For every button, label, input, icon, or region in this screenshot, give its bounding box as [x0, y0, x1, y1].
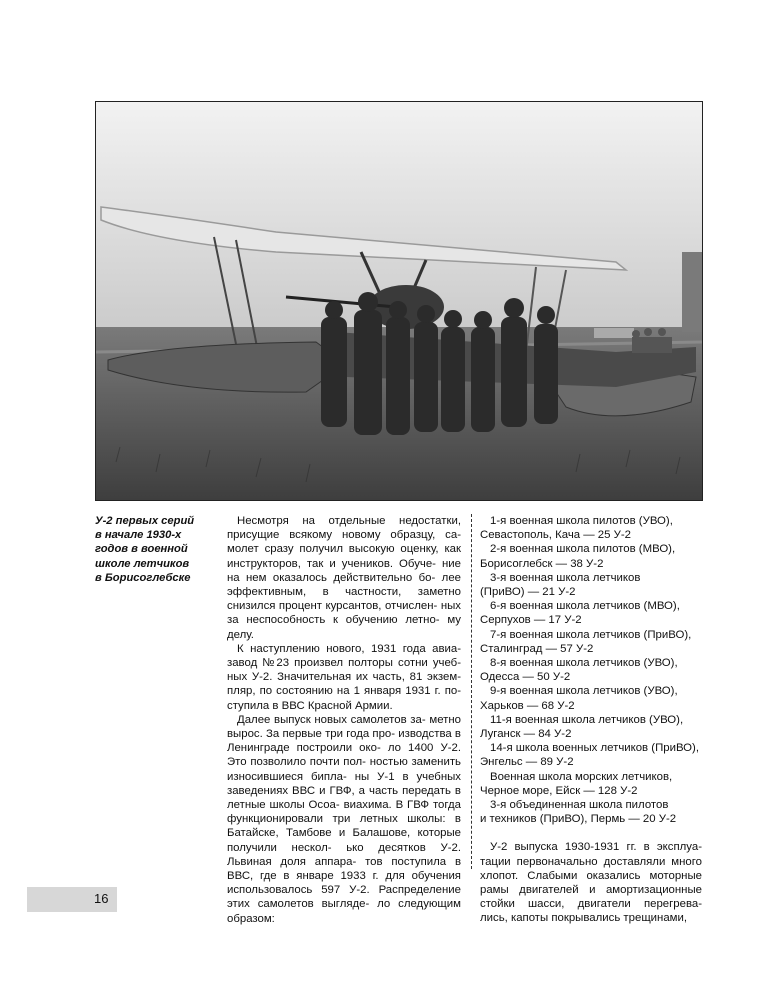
- school-entry: 3-я военная школа летчиков (ПриВО) — 21 У-2: [480, 571, 641, 599]
- school-entry: 1-я военная школа пилотов (УВО), Севастополь, Кача — 25 У-2: [480, 515, 673, 542]
- caption-line: У-2 первых серий: [95, 515, 195, 527]
- school-entry: 6-я военная школа летчиков (МВО), Серпухов — 17 У-2: [480, 600, 680, 627]
- school-entry: 2-я военная школа пилотов (МВО), Борисоглебск — 38 У-2: [480, 543, 676, 570]
- paragraph: У-2 выпуска 1930-1931 гг. в эксплуа- тации первоначально доставляли много хлопот. Слабыми оказались моторные рамы двигателей и амортизационные стойки шасси, двигатели перегрева- лись, капоты покрывались трещинами,: [480, 841, 702, 925]
- photo-caption: [95, 514, 205, 585]
- caption-line: в начале 1930-х: [95, 529, 182, 542]
- school-entry: 8-я военная школа летчиков (УВО), Одесса — 50 У-2: [480, 657, 678, 684]
- paragraph: К наступлению нового, 1931 года авиа- завод №23 произвел полторы сотни учеб- ных У-2. Значительная их часть, 81 экзем- пляр, по состоянию на 1 января 1931 г. по- ступила в ВВС Красной Армии.: [227, 642, 461, 712]
- page-number: 16: [94, 891, 109, 906]
- text-column-2: [480, 514, 702, 926]
- caption-line: школе летчиков: [95, 557, 190, 570]
- school-entry: Военная школа морских летчиков, Черное море, Ейск — 128 У-2: [480, 770, 673, 797]
- school-entry: 7-я военная школа летчиков (ПриВО), Сталинград — 57 У-2: [480, 628, 692, 655]
- paragraph: Далее выпуск новых самолетов за- метно вырос. За первые три года про- изводства в Ленинграде построили око- ло 1400 У-2. Это позволило почти пол- ностью заменить износившиеся бипла- ны У-1 в учебных заведениях ВВС и ГВФ, а часть передать в летные школы Осоа- виахима. В ГВФ тогда функционировали три летных школы: в Батайске, Тамбове и Балашове, которые получили нескол- ько десятков У-2. Львиная доля аппара- тов поступила в ВВС, где в январе 1933 г. для обучения использовалось 597 У-2. Распределение этих самолетов выгляде- ло следующим образом:: [227, 713, 462, 925]
- school-entry: 9-я военная школа летчиков (УВО), Харьков — 68 У-2: [480, 685, 678, 712]
- biplane-illustration: [96, 102, 702, 500]
- school-entry: 11-я военная школа летчиков (УВО), Луганск — 84 У-2: [480, 713, 684, 741]
- school-entry: 14-я школа военных летчиков (ПриВО), Энгельс — 89 У-2: [480, 742, 699, 769]
- caption-line: годов в военной: [95, 543, 188, 556]
- caption-line: в Борисоглебске: [95, 571, 191, 584]
- paragraph: Несмотря на отдельные недостатки, присущие всякому новому образцу, са- молет сразу получил высокую оценку, как инструкторов, так и учеников. Обуче- ние на нем оказалось действительно бо- лее эффективным, в частности, заметно снизился процент курсантов, отчислен- ных за неспособность к обучению летно- му делу.: [227, 515, 461, 641]
- text-column-1: [227, 514, 461, 926]
- column-divider: [471, 514, 472, 869]
- biplane-photo: [95, 101, 703, 501]
- school-entry: 3-я объединенная школа пилотов и техников (ПриВО), Пермь — 20 У-2: [480, 799, 677, 826]
